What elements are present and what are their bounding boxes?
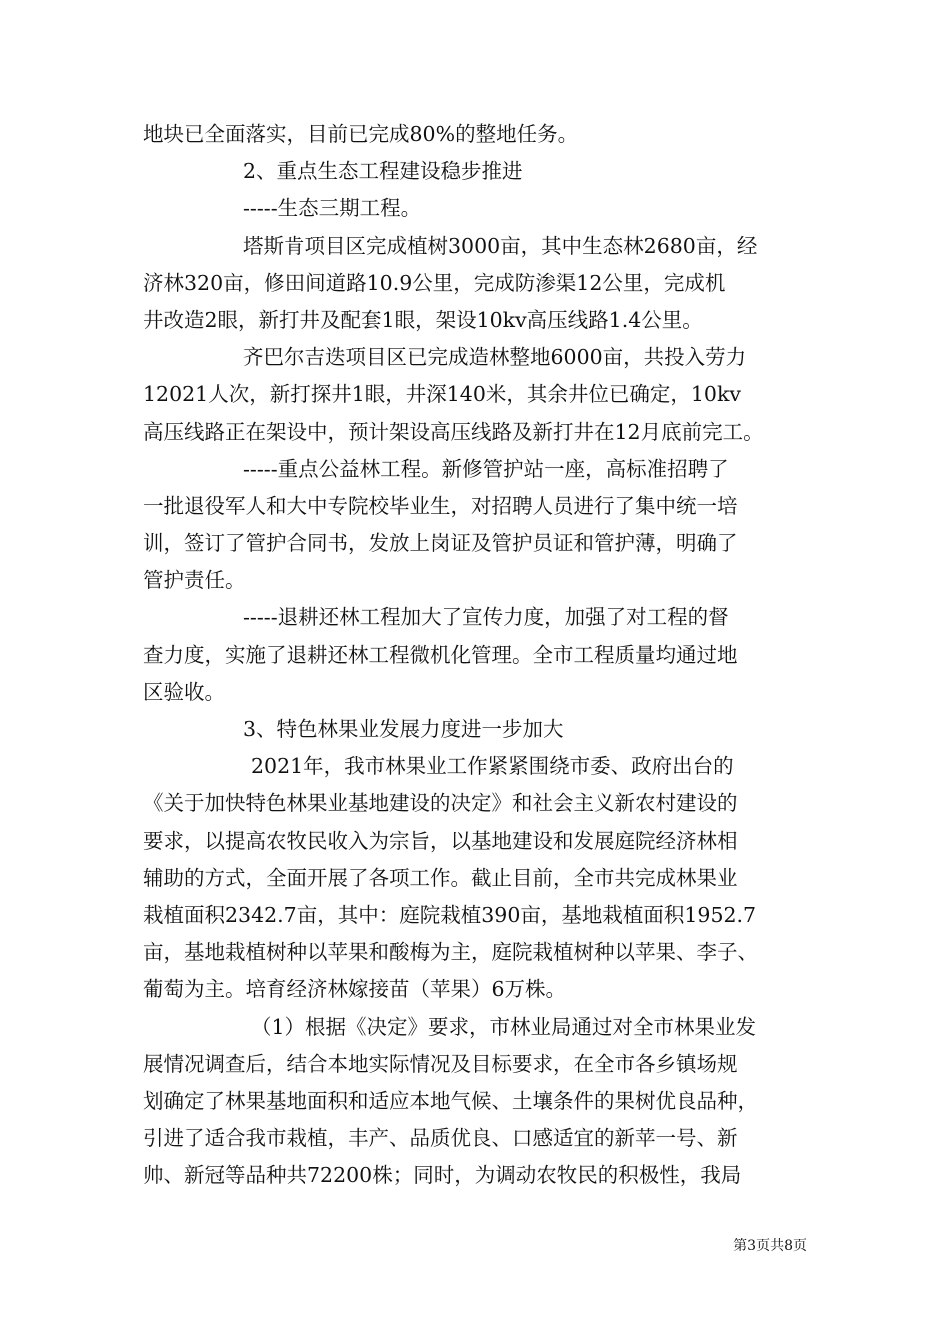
text-line: 引进了适合我市栽植，丰产、品质优良、口感适宜的新苹一号、新 <box>143 1126 738 1151</box>
text-line: 2、重点生态工程建设稳步推进 <box>243 159 523 184</box>
text-line: 高压线路正在架设中，预计架设高压线路及新打井在12月底前完工。 <box>143 419 764 444</box>
text-line: 地块已全面落实，目前已完成80%的整地任务。 <box>143 122 579 146</box>
text-line: -----生态三期工程。 <box>243 196 422 221</box>
text-line: 管护责任。 <box>143 568 246 593</box>
page-footer <box>0 1237 950 1255</box>
text-line: 划确定了林果基地面积和适应本地气候、土壤条件的果树优良品种， <box>143 1088 758 1113</box>
text-line: （1）根据《决定》要求，市林业局通过对全市林果业发 <box>251 1014 757 1039</box>
text-line: 塔斯肯项目区完成植树3000亩，其中生态林2680亩，经 <box>243 233 758 258</box>
text-line: 《关于加快特色林果业基地建设的决定》和社会主义新农村建设的 <box>143 791 738 816</box>
text-line: 查力度，实施了退耕还林工程微机化管理。全市工程质量均通过地 <box>143 642 738 667</box>
text-line: -----退耕还林工程加大了宣传力度，加强了对工程的督 <box>243 605 729 630</box>
text-line: 12021人次，新打探井1眼，井深140米，其余井位已确定，10kv <box>143 382 741 407</box>
text-line: 济林320亩，修田间道路10.9公里，完成防渗渠12公里，完成机 <box>143 270 726 295</box>
text-line: 帅、新冠等品种共72200株；同时，为调动农牧民的积极性，我局 <box>143 1163 742 1188</box>
text-line: 辅助的方式，全面开展了各项工作。截止目前，全市共完成林果业 <box>143 865 738 890</box>
text-line: 要求，以提高农牧民收入为宗旨，以基地建设和发展庭院经济林相 <box>143 828 738 853</box>
text-line: -----重点公益林工程。新修管护站一座，高标准招聘了 <box>243 456 729 481</box>
text-line: 齐巴尔吉迭项目区已完成造林整地6000亩，共投入劳力 <box>243 345 747 370</box>
text-line: 展情况调查后，结合本地实际情况及目标要求，在全市各乡镇场规 <box>143 1051 738 1076</box>
text-line: 栽植面积2342.7亩，其中：庭院栽植390亩，基地栽植面积1952.7 <box>143 902 757 927</box>
page-number-label: 第3页共8页 <box>733 1238 807 1254</box>
text-line: 葡萄为主。培育经济林嫁接苗（苹果）6万株。 <box>143 977 567 1002</box>
text-line: 3、特色林果业发展力度进一步加大 <box>243 717 564 741</box>
text-line: 亩，基地栽植树种以苹果和酸梅为主，庭院栽植树种以苹果、李子、 <box>143 940 758 965</box>
document-body <box>143 116 823 1194</box>
text-line: 区验收。 <box>143 679 225 704</box>
text-line: 一批退役军人和大中专院校毕业生，对招聘人员进行了集中统一培 <box>143 493 738 518</box>
text-line: 2021年，我市林果业工作紧紧围绕市委、政府出台的 <box>251 754 734 779</box>
text-line: 训，签订了管护合同书，发放上岗证及管护员证和管护薄，明确了 <box>143 531 738 556</box>
text-line: 井改造2眼，新打井及配套1眼，架设10kv高压线路1.4公里。 <box>143 307 703 332</box>
